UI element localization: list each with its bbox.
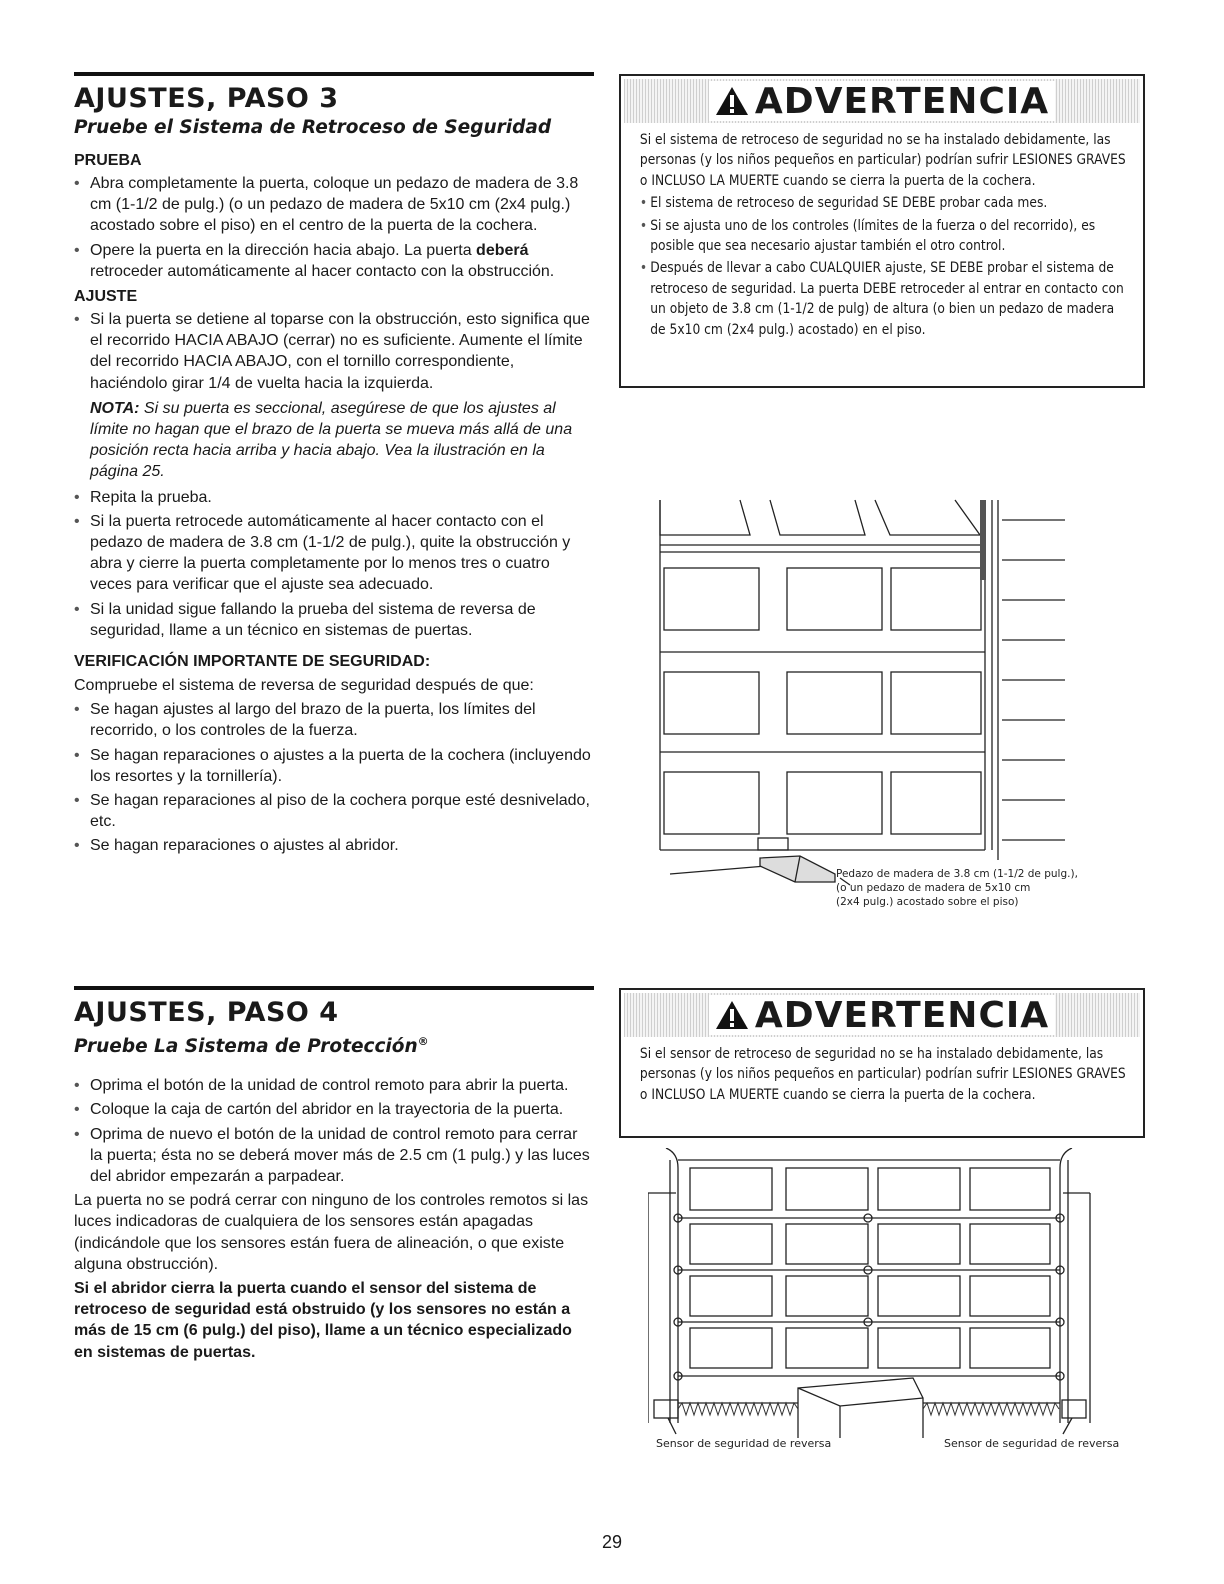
track-shading [980, 500, 986, 580]
warning-text: Si el sensor de retroceso de seguridad no se ha instalado debidamente, las personas (y los niños pequeños en particular) podrían sufrir LESIONES GRAVES o INCLUSO LA MUERTE cuando se cierra la puerta de la cochera. [639, 1046, 1126, 1103]
list-item: • Si se ajusta uno de los controles (límites de la fuerza o del recorrido), es posible que sea necesario ajustar también el otro control. [640, 216, 1128, 257]
list-item: • El sistema de retroceso de seguridad SE DEBE probar cada mes. [640, 193, 1128, 213]
note-text: Si su puerta es seccional, asegúrese de que los ajustes al límite no hagan que el brazo de la puerta se mueva más allá de una posición recta hacia arriba y hacia abajo. Vea la ilustración en la página 25. [90, 399, 573, 481]
sensor-caption-left: Sensor de seguridad de reversa [656, 1437, 832, 1450]
warning-triangle-icon [715, 1000, 749, 1030]
list-item: • Si la puerta se detiene al toparse con la obstrucción, esto significa que el recorrido HACIA ABAJO (cerrar) no es suficiente. Aumente el límite del recorrido HACIA ABAJO, con el tornillo correspondiente, haciéndolo girar 1/4 de vuelta hacia la izquierda. [74, 309, 594, 394]
list-item: • Después de llevar a cabo CUALQUIER ajuste, SE DEBE probar el sistema de retroceso de seguridad. La puerta DEBE retroceder al entrar en contacto con un objeto de 3.8 cm (1-1/2 de pulg) de altura (o bien un pedazo de madera de 5x10 cm (2x4 pulg.) acostado) en el piso. [640, 258, 1128, 340]
verification-heading: VERIFICACIÓN IMPORTANTE DE SEGURIDAD: [74, 653, 431, 671]
section-step-3 [74, 72, 594, 860]
list-item-emphasis: deberá [476, 241, 529, 259]
infrared-beam [923, 1403, 1059, 1415]
note [74, 398, 594, 483]
step4-bold-paragraph: Si el abridor cierra la puerta cuando el sensor del sistema de retroceso de seguridad está obstruido (y los sensores no están a más de 15 cm (6 pulg.) del piso), llame a un técnico especializado en sistemas de puertas. [74, 1279, 572, 1361]
list-item: • Coloque la caja de cartón del abridor en la trayectoria de la puerta. [74, 1099, 594, 1120]
section-rule [74, 72, 594, 76]
figure-caption-1 [836, 867, 1078, 909]
warning-triangle-icon [715, 86, 749, 116]
warning-list [640, 193, 1128, 340]
step4-paragraph: La puerta no se podrá cerrar con ninguno de los controles remotos si las luces indicadoras de cualquiera de los sensores están apagadas (indicándole que los sensores están fuera de alineación, o que existe alguna obstrucción). [74, 1192, 589, 1273]
list-item [74, 240, 594, 282]
list-item: • Se hagan ajustes al largo del brazo de la puerta, los límites del recorrido, o los controles de la fuerza. [74, 699, 594, 741]
note-label: NOTA: [90, 399, 140, 417]
warning-header [624, 993, 1140, 1037]
warning-title [709, 81, 1055, 121]
caption-line: (2x4 pulg.) acostado sobre el piso) [836, 896, 1019, 908]
infrared-beam [678, 1403, 798, 1415]
warning-title-text: ADVERTENCIA [754, 80, 1050, 122]
list-item: • Si la unidad sigue fallando la prueba del sistema de reversa de seguridad, llame a un técnico en sistemas de puertas. [74, 599, 594, 641]
list-item: • Repita la prueba. [74, 487, 594, 508]
more-list [74, 487, 594, 641]
sensor-caption-right: Sensor de seguridad de reversa [944, 1437, 1120, 1450]
page-number: 29 [601, 1532, 623, 1552]
warning-box-1 [619, 74, 1145, 388]
warning-text: Si el sistema de retroceso de seguridad no se ha instalado debidamente, las personas (y los niños pequeños en particular) podrían sufrir LESIONES GRAVES o INCLUSO LA MUERTE cuando se cierra la puerta de la cochera. [639, 132, 1126, 189]
warning-header [624, 79, 1140, 123]
ajuste-heading: AJUSTE [74, 288, 138, 306]
subtitle-text: Pruebe La Sistema de Protección [74, 1036, 418, 1058]
door-wood-illustration [650, 490, 1080, 890]
prueba-list [74, 173, 594, 282]
list-item: • Se hagan reparaciones o ajustes a la puerta de la cochera (incluyendo los resortes y la tornillería). [74, 745, 594, 787]
list-item: • Se hagan reparaciones o ajustes al abridor. [74, 835, 594, 856]
ajuste-list [74, 309, 594, 394]
warning-body [621, 1040, 1140, 1115]
list-item: • Oprima el botón de la unidad de control remoto para abrir la puerta. [74, 1075, 594, 1096]
verification-list [74, 699, 594, 856]
section-title: AJUSTES, PASO 3 [74, 83, 339, 114]
section-step-4 [74, 986, 594, 1366]
caption-line: Pedazo de madera de 3.8 cm (1-1/2 de pulg.), [836, 868, 1078, 880]
list-item-text: retroceder automáticamente al hacer contacto con la obstrucción. [90, 262, 555, 280]
warning-box-2 [619, 988, 1145, 1138]
warning-title-text: ADVERTENCIA [754, 994, 1050, 1036]
caption-line: (o un pedazo de madera de 5x10 cm [836, 882, 1031, 894]
section-rule [74, 986, 594, 990]
section-subtitle: Pruebe el Sistema de Retroceso de Seguridad [74, 117, 552, 138]
list-item: • Si la puerta retrocede automáticamente al hacer contacto con el pedazo de madera de 3.8 cm (1-1/2 de pulg.), quite la obstrucción y abra y cierre la puerta completamente por lo menos tres o cuatro veces para verificar que el ajuste sea adecuado. [74, 511, 594, 596]
warning-title [709, 995, 1055, 1035]
door-sensor-illustration [648, 1148, 1098, 1438]
warning-body [621, 126, 1140, 352]
section-title: AJUSTES, PASO 4 [74, 997, 339, 1028]
step4-list [74, 1075, 594, 1187]
verification-intro: Compruebe el sistema de reversa de seguridad después de que: [74, 677, 534, 695]
list-item: • Se hagan reparaciones al piso de la cochera porque esté desnivelado, etc. [74, 790, 594, 832]
list-item: • Oprima de nuevo el botón de la unidad de control remoto para cerrar la puerta; ésta no se deberá mover más de 2.5 cm (1 pulg.) y las luces del abridor empezarán a parpadear. [74, 1124, 594, 1188]
section-subtitle [74, 1030, 594, 1059]
list-item: • Abra completamente la puerta, coloque un pedazo de madera de 3.8 cm (1-1/2 de pulg.) (o un pedazo de madera de 5x10 cm (2x4 pulg.) acostado sobre el piso) en el centro de la puerta de la cochera. [74, 173, 594, 237]
registered-mark: ® [417, 1035, 429, 1048]
prueba-heading: PRUEBA [74, 152, 142, 169]
list-item-text: Opere la puerta en la dirección hacia abajo. La puerta [90, 241, 472, 259]
